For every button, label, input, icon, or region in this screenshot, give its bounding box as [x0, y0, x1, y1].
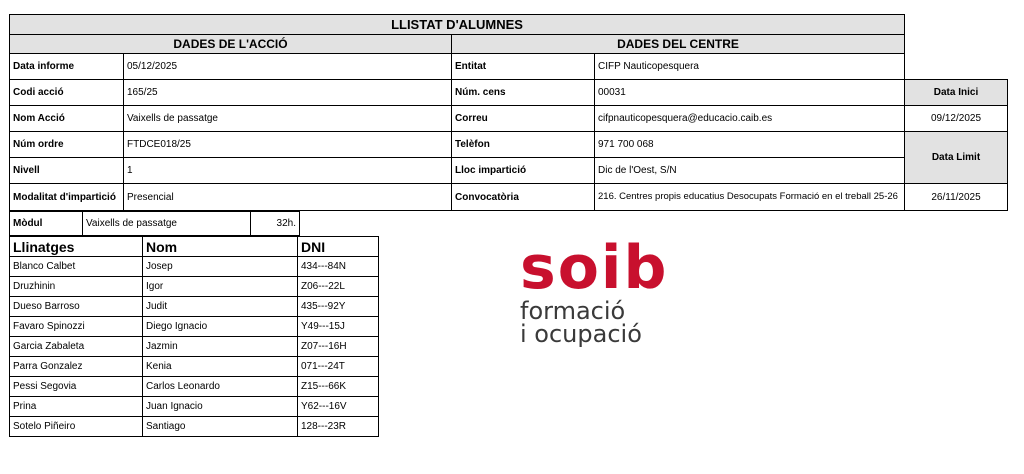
cell-text: Parra Gonzalez: [13, 361, 83, 372]
report-title: [9, 14, 905, 35]
cell-text: Z06---22L: [301, 281, 345, 292]
table-row-name: [142, 256, 298, 277]
table-row-dni: [297, 336, 379, 357]
table-row-dni: [297, 256, 379, 277]
centre-value-num-cens: [594, 79, 905, 106]
label-text: Núm. cens: [455, 87, 506, 98]
action-value-modalitat: [123, 183, 452, 211]
label-text: Data Limit: [931, 152, 981, 163]
label-text: Lloc impartició: [455, 165, 527, 176]
value-text: 05/12/2025: [127, 61, 178, 72]
table-row-dni: [297, 296, 379, 317]
centre-label-lloc: [451, 157, 595, 184]
cell-text: Pessi Segovia: [13, 381, 77, 392]
cell-text: Z15---66K: [301, 381, 347, 392]
action-label-modalitat: [9, 183, 124, 211]
value-text: 165/25: [127, 87, 158, 98]
table-row-surname: [9, 256, 143, 277]
cell-text: 128---23R: [301, 421, 347, 432]
cell-text: Y49---15J: [301, 321, 345, 332]
label-text: Nivell: [13, 165, 40, 176]
cell-text: Prina: [13, 401, 37, 412]
table-row-name: [142, 416, 298, 437]
module-hours: [250, 211, 300, 236]
action-label-nom-accio: [9, 105, 124, 132]
logo-line2: i ocupació: [520, 320, 642, 348]
value-text: Vaixells de passatge: [127, 113, 218, 124]
centre-value-telefon: [594, 131, 905, 158]
cell-text: Sotelo Piñeiro: [13, 421, 76, 432]
header-text: DNI: [301, 238, 326, 255]
action-value-nivell: [123, 157, 452, 184]
value-text: FTDCE018/25: [127, 139, 191, 150]
label-text: Modalitat d'impartició: [13, 191, 116, 203]
centre-heading-text: DADES DEL CENTRE: [617, 37, 739, 51]
table-row-surname: [9, 336, 143, 357]
value-text: 32h.: [276, 218, 296, 229]
action-label-codi-accio: [9, 79, 124, 106]
cell-text: Garcia Zabaleta: [13, 341, 85, 352]
value-text: 00031: [598, 87, 626, 98]
cell-text: Igor: [146, 281, 164, 292]
cell-text: 434---84N: [301, 261, 347, 272]
table-row-dni: [297, 316, 379, 337]
logo-brand: soib: [520, 233, 669, 303]
label-text: Núm ordre: [13, 139, 64, 150]
cell-text: Kenia: [146, 361, 172, 372]
label-text: Data Inici: [933, 87, 979, 98]
value-text: 1: [127, 165, 133, 176]
cell-text: Juan Ignacio: [146, 401, 203, 412]
cell-text: Santiago: [146, 421, 186, 432]
cell-text: Judit: [146, 301, 168, 312]
end-date-value: [904, 183, 1008, 211]
header-text: Nom: [146, 238, 178, 255]
label-text: Convocatòria: [455, 191, 519, 203]
table-row-surname: [9, 276, 143, 297]
label-text: Nom Acció: [13, 113, 65, 124]
cell-text: Y62---16V: [301, 401, 347, 412]
start-date-label: [904, 79, 1008, 106]
cell-text: Diego Ignacio: [146, 321, 208, 332]
value-text: Presencial: [127, 191, 174, 203]
cell-text: Jazmin: [146, 341, 178, 352]
table-row-name: [142, 396, 298, 417]
value-text: cifpnauticopesquera@educacio.caib.es: [598, 113, 773, 124]
label-text: Codi acció: [13, 87, 64, 98]
action-value-nom-accio: [123, 105, 452, 132]
action-value-codi-accio: [123, 79, 452, 106]
col-header-name: [142, 236, 298, 257]
action-label-nivell: [9, 157, 124, 184]
action-value-num-ordre: [123, 131, 452, 158]
module-label: [9, 211, 83, 236]
centre-section-heading: [451, 34, 905, 54]
centre-label-num-cens: [451, 79, 595, 106]
cell-text: Z07---16H: [301, 341, 347, 352]
col-header-dni: [297, 236, 379, 257]
table-row-name: [142, 276, 298, 297]
cell-text: Carlos Leonardo: [146, 381, 220, 392]
table-row-surname: [9, 316, 143, 337]
table-row-name: [142, 296, 298, 317]
value-text: Vaixells de passatge: [86, 218, 177, 229]
label-text: Entitat: [455, 61, 487, 72]
table-row-dni: [297, 276, 379, 297]
table-row-dni: [297, 416, 379, 437]
cell-text: 435---92Y: [301, 301, 346, 312]
col-header-surname: [9, 236, 143, 257]
logo-line1: formació: [520, 297, 626, 325]
table-row-surname: [9, 376, 143, 397]
report-title-text: LLISTAT D'ALUMNES: [391, 17, 523, 32]
module-name: [82, 211, 251, 236]
table-row-surname: [9, 356, 143, 377]
action-section-heading: [9, 34, 452, 54]
label-text: Telèfon: [455, 139, 490, 150]
centre-value-entitat: [594, 53, 905, 80]
centre-value-lloc: [594, 157, 905, 184]
table-row-name: [142, 356, 298, 377]
soib-logo: [520, 233, 720, 358]
centre-label-entitat: [451, 53, 595, 80]
label-text: Data informe: [13, 61, 75, 72]
action-label-num-ordre: [9, 131, 124, 158]
header-text: Llinatges: [13, 238, 75, 255]
table-row-dni: [297, 356, 379, 377]
cell-text: Josep: [146, 261, 173, 272]
centre-label-telefon: [451, 131, 595, 158]
cell-text: Favaro Spinozzi: [13, 321, 85, 332]
centre-label-correu: [451, 105, 595, 132]
table-row-dni: [297, 376, 379, 397]
value-text: 971 700 068: [598, 139, 654, 150]
cell-text: 071---24T: [301, 361, 345, 372]
table-row-name: [142, 336, 298, 357]
cell-text: Blanco Calbet: [13, 261, 76, 272]
label-text: Correu: [455, 113, 488, 124]
start-date-value: [904, 105, 1008, 132]
table-row-name: [142, 316, 298, 337]
action-value-data-informe: [123, 53, 452, 80]
table-row-surname: [9, 396, 143, 417]
action-label-data-informe: [9, 53, 124, 80]
centre-value-correu: [594, 105, 905, 132]
value-text: Dic de l'Oest, S/N: [598, 165, 677, 176]
value-text: CIFP Nauticopesquera: [598, 61, 699, 72]
table-row-dni: [297, 396, 379, 417]
centre-value-convocatoria: [594, 183, 905, 211]
end-date-label: [904, 131, 1008, 184]
cell-text: Druzhinin: [13, 281, 56, 292]
action-heading-text: DADES DE L'ACCIÓ: [173, 37, 288, 51]
table-row-surname: [9, 296, 143, 317]
value-text: 216. Centres propis educatius Desocupats Formació en el treball 25-26: [598, 191, 898, 202]
value-text: 26/11/2025: [931, 191, 981, 203]
table-row-surname: [9, 416, 143, 437]
cell-text: Dueso Barroso: [13, 301, 80, 312]
table-row-name: [142, 376, 298, 397]
centre-label-convocatoria: [451, 183, 595, 211]
value-text: 09/12/2025: [930, 113, 982, 124]
label-text: Mòdul: [13, 218, 43, 229]
